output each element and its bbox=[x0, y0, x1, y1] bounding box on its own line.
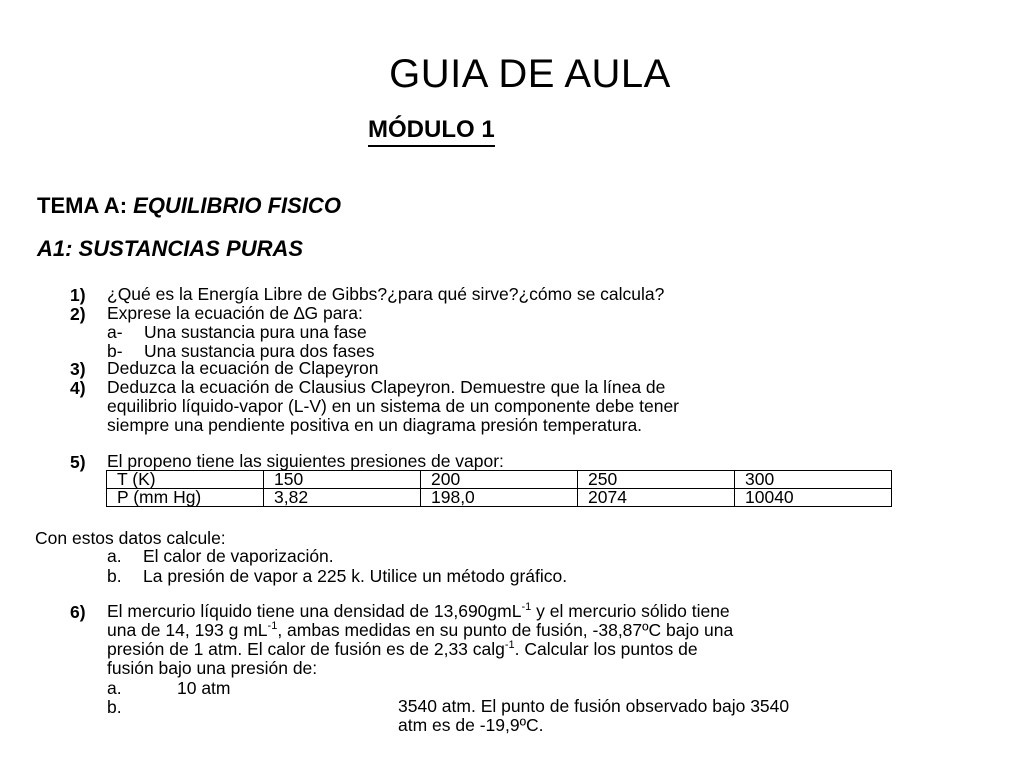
calc-intro: Con estos datos calcule: bbox=[35, 528, 226, 548]
table-cell: T (K) bbox=[107, 471, 264, 489]
question-4-number: 4) bbox=[70, 378, 86, 398]
question-6-item-b-label: b. bbox=[107, 697, 122, 717]
tema-prefix: TEMA A: bbox=[37, 193, 134, 218]
text-run: una de 14, 193 g mL bbox=[107, 620, 268, 640]
text-run: . Calcular los puntos de bbox=[514, 639, 698, 659]
question-2-text: Exprese la ecuación de ∆G para: bbox=[107, 303, 363, 323]
question-6-item-b-line-2: atm es de -19,9ºC. bbox=[398, 715, 544, 735]
text-run: presión de 1 atm. El calor de fusión es de 2,33 calg bbox=[107, 639, 505, 659]
text-run: El mercurio líquido tiene una densidad de 13,690gmL bbox=[107, 601, 522, 621]
table-cell: 2074 bbox=[578, 489, 735, 507]
vapor-pressure-table bbox=[106, 470, 892, 507]
item-text: El calor de vaporización. bbox=[143, 546, 334, 566]
table-cell: 198,0 bbox=[421, 489, 578, 507]
item-text: Una sustancia pura una fase bbox=[144, 322, 367, 342]
module-heading: MÓDULO 1 bbox=[368, 116, 495, 147]
calc-item-a bbox=[107, 546, 334, 567]
question-6-number: 6) bbox=[70, 602, 86, 622]
item-text: La presión de vapor a 225 k. Utilice un método gráfico. bbox=[143, 566, 568, 586]
question-4-line-1: Deduzca la ecuación de Clausius Clapeyron. Demuestre que la línea de bbox=[107, 377, 666, 397]
question-6-line-4: fusión bajo una presión de: bbox=[107, 658, 318, 678]
table-cell: 200 bbox=[421, 471, 578, 489]
item-label: a. bbox=[107, 546, 122, 566]
question-6-item-a bbox=[107, 678, 231, 699]
item-label: a- bbox=[107, 322, 123, 342]
table-cell: 3,82 bbox=[264, 489, 421, 507]
question-6-line-1 bbox=[107, 602, 889, 621]
question-3-number: 3) bbox=[70, 359, 86, 379]
question-5-number: 5) bbox=[70, 452, 86, 472]
question-5-text: El propeno tiene las siguientes presiones de vapor: bbox=[107, 451, 504, 471]
superscript: -1 bbox=[521, 601, 532, 614]
table-cell: 300 bbox=[735, 471, 892, 489]
question-1-text: ¿Qué es la Energía Libre de Gibbs?¿para qué sirve?¿cómo se calcula? bbox=[107, 284, 665, 304]
question-6-line-2 bbox=[107, 621, 889, 640]
text-run: , ambas medidas en su punto de fusión, -38,87ºC bajo una bbox=[277, 620, 734, 640]
item-text: Una sustancia pura dos fases bbox=[144, 341, 375, 361]
item-text: 10 atm bbox=[177, 678, 231, 698]
question-6-item-b-line-1: 3540 atm. El punto de fusión observado bajo 3540 bbox=[398, 696, 790, 716]
question-2-number: 2) bbox=[70, 304, 86, 324]
table-row bbox=[107, 471, 892, 489]
question-2-item-a bbox=[107, 322, 367, 343]
item-label: b. bbox=[107, 566, 122, 586]
table-row bbox=[107, 489, 892, 507]
page-title: GUIA DE AULA bbox=[389, 52, 671, 96]
tema-heading bbox=[37, 193, 341, 219]
tema-name: EQUILIBRIO FISICO bbox=[133, 193, 341, 218]
question-3-text: Deduzca la ecuación de Clapeyron bbox=[107, 358, 379, 378]
question-6-line-3 bbox=[107, 640, 889, 659]
item-label: a. bbox=[107, 678, 122, 698]
section-heading: A1: SUSTANCIAS PURAS bbox=[37, 236, 304, 261]
table-cell: P (mm Hg) bbox=[107, 489, 264, 507]
question-4-line-2: equilibrio líquido-vapor (L-V) en un sistema de un componente debe tener bbox=[107, 396, 680, 416]
question-4-line-3: siempre una pendiente positiva en un diagrama presión temperatura. bbox=[107, 415, 643, 435]
table-cell: 250 bbox=[578, 471, 735, 489]
table-cell: 150 bbox=[264, 471, 421, 489]
item-label: b- bbox=[107, 341, 123, 361]
superscript: -1 bbox=[504, 639, 515, 652]
question-1-number: 1) bbox=[70, 285, 86, 305]
calc-item-b bbox=[107, 566, 567, 587]
superscript: -1 bbox=[267, 620, 278, 633]
text-run: y el mercurio sólido tiene bbox=[531, 601, 730, 621]
table-cell: 10040 bbox=[735, 489, 892, 507]
